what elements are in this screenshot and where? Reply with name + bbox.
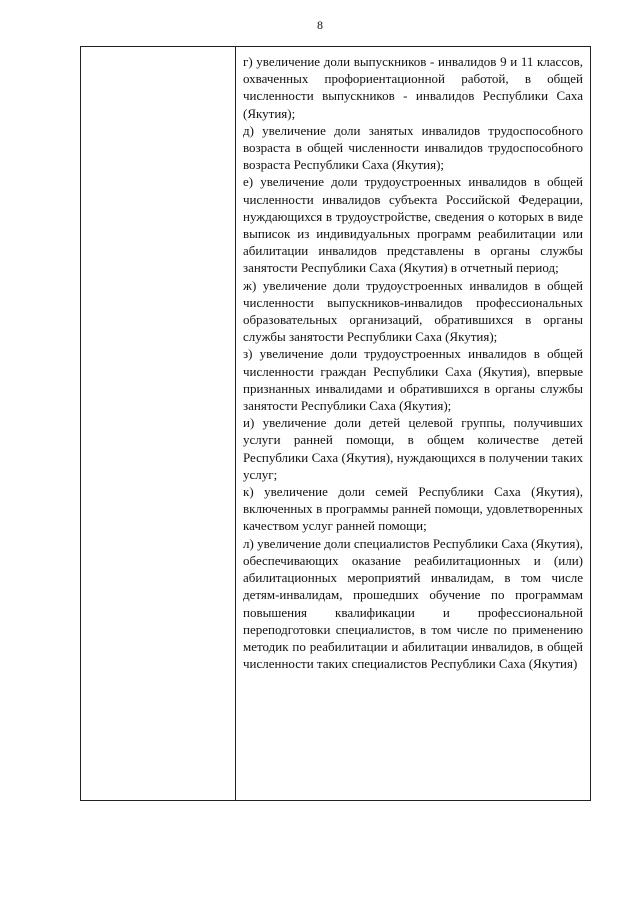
list-item-g: г) увеличение доли выпускников - инвалидов 9 и 11 классов, охваченных профориентационной работой, в общей численности выпускников - инвалидов Республики Саха (Якутия); [243,54,583,121]
list-item-k: к) увеличение доли семей Республики Саха (Якутия), включенных в программы ранней помощи, удовлетворенных качеством услуг ранней помощи; [243,484,583,534]
table-right-column [243,53,583,672]
document-table [80,46,591,801]
list-item-d: д) увеличение доли занятых инвалидов трудоспособного возраста в общей численности инвалидов трудоспособного возраста Республики Саха (Якутия); [243,122,583,173]
list-item-z: з) увеличение доли трудоустроенных инвалидов в общей численности граждан Республики Саха (Якутия), впервые признанных инвалидами и обратившихся в органы службы занятости Республики Саха (Якутия); [243,346,583,414]
table-left-column [81,47,236,800]
list-item-zh: ж) увеличение доли трудоустроенных инвалидов в общей численности выпускников-инвалидов профессиональных образовательных организаций, обратившихся в органы службы занятости Республики Саха (Якутия); [243,277,583,345]
list-item-i: и) увеличение доли детей целевой группы, получивших услуги ранней помощи, в общем количестве детей Республики Саха (Якутия), нуждающихся в получении таких услуг; [243,415,583,482]
list-item-e: е) увеличение доли трудоустроенных инвалидов в общей численности инвалидов субъекта Российской Федерации, нуждающихся в трудоустройстве, сведения о которых в виде выписок из индивидуальных программ реабилитации или абилитации инвалидов представлены в органы службы занятости Республики Саха (Якутия) в отчетный период; [243,174,583,276]
list-item-l: л) увеличение доли специалистов Республики Саха (Якутия), обеспечивающих оказание реабилитационных и (или) абилитационных мероприятий инвалидам, в том числе детям-инвалидам, прошедших обучение по программам повышения квалификации и профессиональной переподготовки специалистов, в том числе по применению методик по реабилитации и абилитации инвалидов, в общей численности таких специалистов Республики Саха (Якутия) [243,535,583,672]
page-number: 8 [317,18,323,32]
